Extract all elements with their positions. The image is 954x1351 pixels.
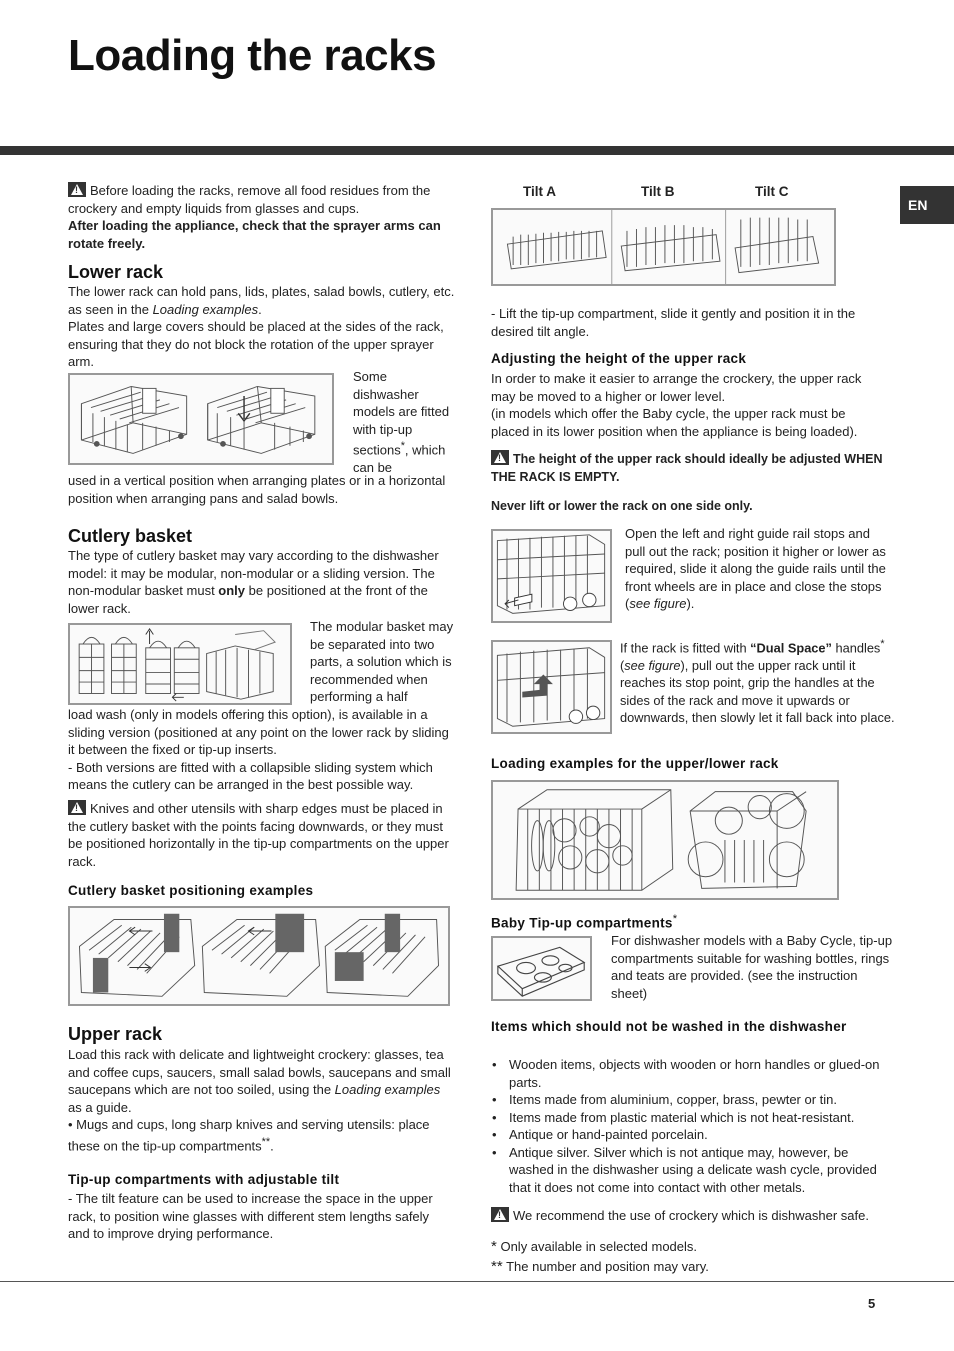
footer-rule [0, 1281, 954, 1282]
list-item: • Wooden items, objects with wooden or horn handles or glued-on parts. [491, 1056, 887, 1091]
dual-space-text: If the rack is fitted with “Dual Space” handles* (see figure), pull out the upper rack until it reaches its stop point, grip the handles at the sides of the rack and move it upwards or downwards, then slowly let it fall back into place. [620, 638, 895, 726]
lower-rack-text: The lower rack can hold pans, lids, plates, salad bowls, cutlery, etc. as seen in the Loading examples. Plates and large covers should be placed at the sides of the rack, ensuring that they do not block the rotation of the upper sprayer arm. [68, 284, 455, 369]
cutlery-basket-illustration [70, 625, 290, 703]
not-washed-heading: Items which should not be washed in the dishwasher [491, 1019, 847, 1034]
intro-text: Before loading the racks, remove all food residues from the crockery and empty liquids from glasses and cups. [68, 183, 431, 216]
dual-space-illustration [493, 642, 610, 732]
warning-icon [491, 1207, 509, 1222]
guide-rail-illustration [493, 531, 610, 621]
adjust-text: In order to make it easier to arrange the crockery, the upper rack may be moved to a higher or lower level. (in models which offer the Baby cycle, the upper rack must be placed in its lower position when the appliance is being loaded). [491, 371, 862, 439]
guide-rail-figure [491, 529, 612, 623]
cutlery-positioning-illustration [70, 908, 448, 1004]
cutlery-continue: load wash (only in models offering this option), is available in a sliding version (positioned at any point on the lower rack by sliding it between the fixed or tip-up inserts. - Both versions are fitted with a collapsible sliding system which means the cutlery can be arranged in the best possible way. [68, 707, 449, 792]
cutlery-basket-figure [68, 623, 292, 705]
baby-text: For dishwasher models with a Baby Cycle, tip-up compartments suitable for washing bottles, rings and teats are provided. (see the instruction sheet) [611, 933, 893, 1001]
cutlery-positioning-figure [68, 906, 450, 1006]
upper-rack-heading: Upper rack [68, 1024, 163, 1044]
lower-rack-continue: used in a vertical position when arranging plates or in a horizontal position when arranging pans and salad bowls. [68, 473, 446, 506]
adjust-warning: !The height of the upper rack should ideally be adjusted WHEN THE RACK IS EMPTY. [491, 450, 883, 486]
tilt-figure [491, 208, 836, 286]
tilt-c-label: Tilt C [755, 184, 789, 199]
warning-icon [68, 182, 86, 197]
tilt-a-label: Tilt A [523, 184, 556, 199]
cutlery-text: The type of cutlery basket may vary according to the dishwasher model: it may be modular, non-modular or a sliding version. The non-modular basket must only be positioned at the front of the lower rack. [68, 548, 439, 616]
not-washed-list [491, 1056, 887, 1196]
lower-rack-figure [68, 373, 334, 465]
cutlery-warning: !Knives and other utensils with sharp edges must be placed in the cutlery basket with the points facing downwards, or they must be positioned horizontally in the tip-up compartments on the upper rack. [68, 800, 452, 870]
loading-examples-figure [491, 780, 839, 900]
lower-rack-heading: Lower rack [68, 262, 164, 282]
tilt-heading: Tip-up compartments with adjustable tilt [68, 1172, 340, 1187]
recommend-text: !We recommend the use of crockery which is dishwasher safe. [491, 1207, 901, 1225]
cutlery-heading: Cutlery basket [68, 526, 193, 546]
tilt-illustration [493, 210, 834, 284]
list-item: • Antique or hand-painted porcelain. [491, 1126, 887, 1144]
footnote: ** The number and position may vary. [491, 1257, 709, 1275]
baby-illustration [493, 938, 590, 999]
baby-heading: Baby Tip-up compartments* [491, 913, 678, 931]
lower-rack-side-text: Some dishwasher models are fitted with tip-up sections*, which can be [353, 369, 450, 475]
guide-rail-text: Open the left and right guide rail stops and pull out the rack; position it higher or lower as required, slide it along the guide rails until the front wheels are in place and close the stops (see figure). [625, 526, 886, 611]
dual-space-figure [491, 640, 612, 734]
adjust-never: Never lift or lower the rack on one side only. [491, 499, 753, 513]
lower-rack-illustration [70, 375, 332, 463]
list-item: • Items made from plastic material which is not heat-resistant. [491, 1109, 887, 1127]
footnote: * Only available in selected models. [491, 1238, 698, 1255]
list-item: • Antique silver. Silver which is not antique may, however, be washed in the dishwasher using a delicate wash cycle, provided that it does not come into contact with other metals. [491, 1144, 887, 1197]
warning-icon [491, 450, 509, 465]
intro-bold: After loading the appliance, check that the sprayer arms can rotate freely. [68, 218, 441, 251]
cutlery-positioning-heading: Cutlery basket positioning examples [68, 883, 314, 898]
adjust-heading: Adjusting the height of the upper rack [491, 351, 747, 366]
examples-heading: Loading examples for the upper/lower rack [491, 756, 779, 771]
intro-block [68, 182, 448, 252]
upper-rack-text: Load this rack with delicate and lightweight crockery: glasses, tea and coffee cups, saucers, small salad bowls, saucepans and small saucepans which are not too soiled, using the Loading examples as a guide. • Mugs and cups, long sharp knives and serving utensils: place these on the tip-up compartments**. [68, 1047, 451, 1153]
page-number: 5 [868, 1296, 876, 1311]
list-item: • Items made from aluminium, copper, brass, pewter or tin. [491, 1091, 887, 1109]
loading-examples-illustration [493, 782, 837, 898]
warning-icon [68, 800, 86, 815]
tilt-instruction: - Lift the tip-up compartment, slide it gently and position it in the desired tilt angle. [491, 306, 856, 339]
cutlery-side-text: The modular basket may be separated into two parts, a solution which is recommended when performing a half [310, 619, 454, 704]
page-title: Loading the racks [68, 31, 437, 80]
language-tab: EN [900, 186, 954, 224]
tilt-b-label: Tilt B [641, 184, 675, 199]
baby-figure [491, 936, 592, 1001]
footnotes [491, 1238, 883, 1275]
header-rule [0, 146, 954, 155]
tilt-text: - The tilt feature can be used to increase the space in the upper rack, to position wine glasses with different stem lengths safely and to improve drying performance. [68, 1191, 433, 1241]
